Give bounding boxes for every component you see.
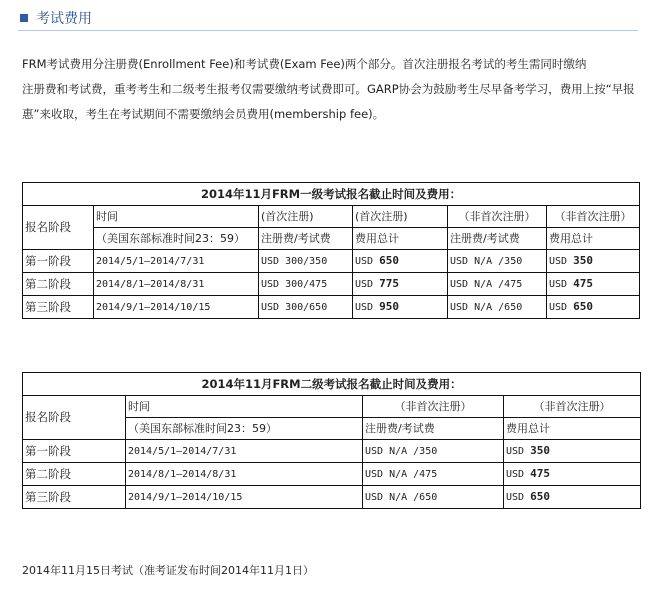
- total-cell: [504, 463, 641, 486]
- period-cell: 2014/9/1—2014/10/15: [94, 296, 259, 319]
- period-cell: 2014/5/1—2014/7/31: [126, 440, 363, 463]
- intro-line-3: 惠”来收取，考生在考试期间不需要缴纳会员费用(membership fee)。: [22, 107, 385, 121]
- total-amount: 775: [379, 277, 399, 290]
- currency: USD: [355, 279, 374, 290]
- sub-total-header: 费用总计: [504, 418, 641, 440]
- stage-cell: 第二阶段: [23, 463, 126, 486]
- col-first-reg-total: (首次注册): [353, 206, 448, 228]
- stage-cell: 第二阶段: [23, 273, 94, 296]
- fee-cell: USD N/A /650: [448, 296, 547, 319]
- fee-cell: USD N/A /475: [363, 463, 504, 486]
- stage-cell: 第三阶段: [23, 296, 94, 319]
- total-cell: [353, 296, 448, 319]
- period-cell: 2014/8/1—2014/8/31: [94, 273, 259, 296]
- total-amount: 650: [573, 300, 593, 313]
- fee-cell: USD 300/475: [259, 273, 353, 296]
- total-cell: [547, 296, 640, 319]
- total-cell: [353, 273, 448, 296]
- total-cell: [547, 273, 640, 296]
- total-amount: 650: [379, 254, 399, 267]
- intro-line-1: FRM考试费用分注册费(Enrollment Fee)和考试费(Exam Fee)两个部分。首次注册报名考试的考生需同时缴纳: [22, 57, 587, 71]
- section-title: 考试费用: [36, 11, 92, 27]
- currency: USD: [506, 469, 525, 480]
- currency: USD: [549, 256, 568, 267]
- exam-date-note: 2014年11月15日考试（准考证发布时间2014年11月1日）: [22, 564, 314, 577]
- sub-fee-header: 注册费/考试费: [363, 418, 504, 440]
- stage-cell: 第三阶段: [23, 486, 126, 509]
- fee-cell: USD 300/650: [259, 296, 353, 319]
- currency: USD: [506, 492, 525, 503]
- period-cell: 2014/8/1—2014/8/31: [126, 463, 363, 486]
- sub-fee-header: 注册费/考试费: [259, 228, 353, 250]
- currency: USD: [506, 446, 525, 457]
- stage-cell: 第一阶段: [23, 440, 126, 463]
- heading-square-icon: [20, 14, 28, 22]
- total-amount: 950: [379, 300, 399, 313]
- time-header: 时间: [94, 206, 259, 228]
- sub-total-header: 费用总计: [547, 228, 640, 250]
- time-note: （美国东部标准时间23：59）: [94, 228, 259, 250]
- time-header: 时间: [126, 396, 363, 418]
- total-cell: [504, 486, 641, 509]
- table-row: [23, 486, 641, 509]
- sub-total-header: 费用总计: [353, 228, 448, 250]
- time-note: （美国东部标准时间23：59）: [126, 418, 363, 440]
- period-cell: 2014/5/1—2014/7/31: [94, 250, 259, 273]
- table-row: [23, 440, 641, 463]
- table-row: [23, 296, 640, 319]
- intro-paragraph: [22, 52, 656, 127]
- sub-fee-header: 注册费/考试费: [448, 228, 547, 250]
- currency: USD: [355, 302, 374, 313]
- total-cell: [504, 440, 641, 463]
- stage-cell: 第一阶段: [23, 250, 94, 273]
- currency: USD: [549, 302, 568, 313]
- stage-header: 报名阶段: [23, 206, 94, 250]
- col-nonfirst-reg-total: （非首次注册）: [547, 206, 640, 228]
- fee-cell: USD N/A /650: [363, 486, 504, 509]
- fee-cell: USD N/A /350: [448, 250, 547, 273]
- table-row: [23, 463, 641, 486]
- intro-line-2: 注册费和考试费，重考考生和二级考生报考仅需要缴纳考试费即可。GARP协会为鼓励考生尽早备考学习，费用上按“早报: [22, 82, 635, 96]
- table-caption: 2014年11月FRM二级考试报名截止时间及费用：: [23, 373, 641, 396]
- col-nonfirst-reg-total: （非首次注册）: [504, 396, 641, 418]
- col-nonfirst-reg: （非首次注册）: [448, 206, 547, 228]
- col-nonfirst-reg: （非首次注册）: [363, 396, 504, 418]
- fee-cell: USD N/A /475: [448, 273, 547, 296]
- total-cell: [353, 250, 448, 273]
- level1-fee-table: [22, 182, 640, 319]
- total-amount: 475: [530, 467, 550, 480]
- table-row: [23, 273, 640, 296]
- table-caption: 2014年11月FRM一级考试报名截止时间及费用：: [23, 183, 640, 206]
- period-cell: 2014/9/1—2014/10/15: [126, 486, 363, 509]
- section-heading: [18, 6, 638, 31]
- currency: USD: [549, 279, 568, 290]
- total-amount: 350: [573, 254, 593, 267]
- total-amount: 350: [530, 444, 550, 457]
- table-row: [23, 250, 640, 273]
- col-first-reg: (首次注册): [259, 206, 353, 228]
- fee-cell: USD 300/350: [259, 250, 353, 273]
- fee-cell: USD N/A /350: [363, 440, 504, 463]
- level2-fee-table: [22, 372, 641, 509]
- currency: USD: [355, 256, 374, 267]
- total-amount: 475: [573, 277, 593, 290]
- stage-header: 报名阶段: [23, 396, 126, 440]
- total-cell: [547, 250, 640, 273]
- total-amount: 650: [530, 490, 550, 503]
